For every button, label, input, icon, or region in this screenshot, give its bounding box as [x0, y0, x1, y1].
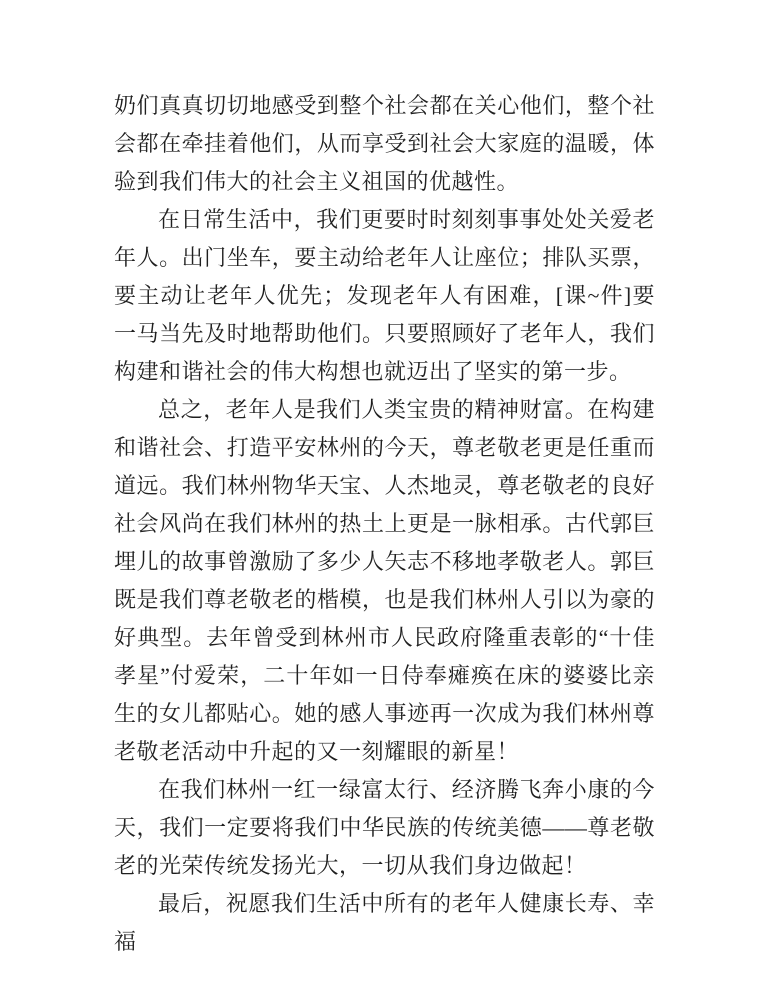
paragraph-tradition: 在我们林州一红一绿富太行、经济腾飞奔小康的今天，我们一定要将我们中华民族的传统美德——尊老敬老的光荣传统发扬光大，一切从我们身边做起！ [114, 777, 655, 878]
paragraph-summary: 总之，老年人是我们人类宝贵的精神财富。在构建和谐社会、打造平安林州的今天，尊老敬老更是任重而道远。我们林州物华天宝、人杰地灵，尊老敬老的良好社会风尚在我们林州的热土上更是一脉相承。古代郭巨埋儿的故事曾激励了多少人矢志不移地孝敬老人。郭巨既是我们尊老敬老的楷模，也是我们林州人引以为豪的好典型。去年曾受到林州市人民政府隆重表彰的“十佳孝星”付爱荣，二十年如一日侍奉瘫痪在床的婆婆比亲生的女儿都贴心。她的感人事迹再一次成为我们林州尊老敬老活动中升起的又一刻耀眼的新星！ [114, 397, 655, 764]
paragraph-closing-wish: 最后，祝愿我们生活中所有的老年人健康长寿、幸福 [114, 891, 655, 954]
paragraph-continuation: 奶们真真切切地感受到整个社会都在关心他们，整个社会都在牵挂着他们，从而享受到社会大家庭的温暖，体验到我们伟大的社会主义祖国的优越性。 [114, 93, 655, 194]
paragraph-daily-life: 在日常生活中，我们更要时时刻刻事事处处关爱老年人。出门坐车，要主动给老年人让座位；排队买票，要主动让老年人优先；发现老年人有困难，[课~件]要一马当先及时地帮助他们。只要照顾好了老年人，我们构建和谐社会的伟大构想也就迈出了坚实的第一步。 [114, 207, 655, 384]
